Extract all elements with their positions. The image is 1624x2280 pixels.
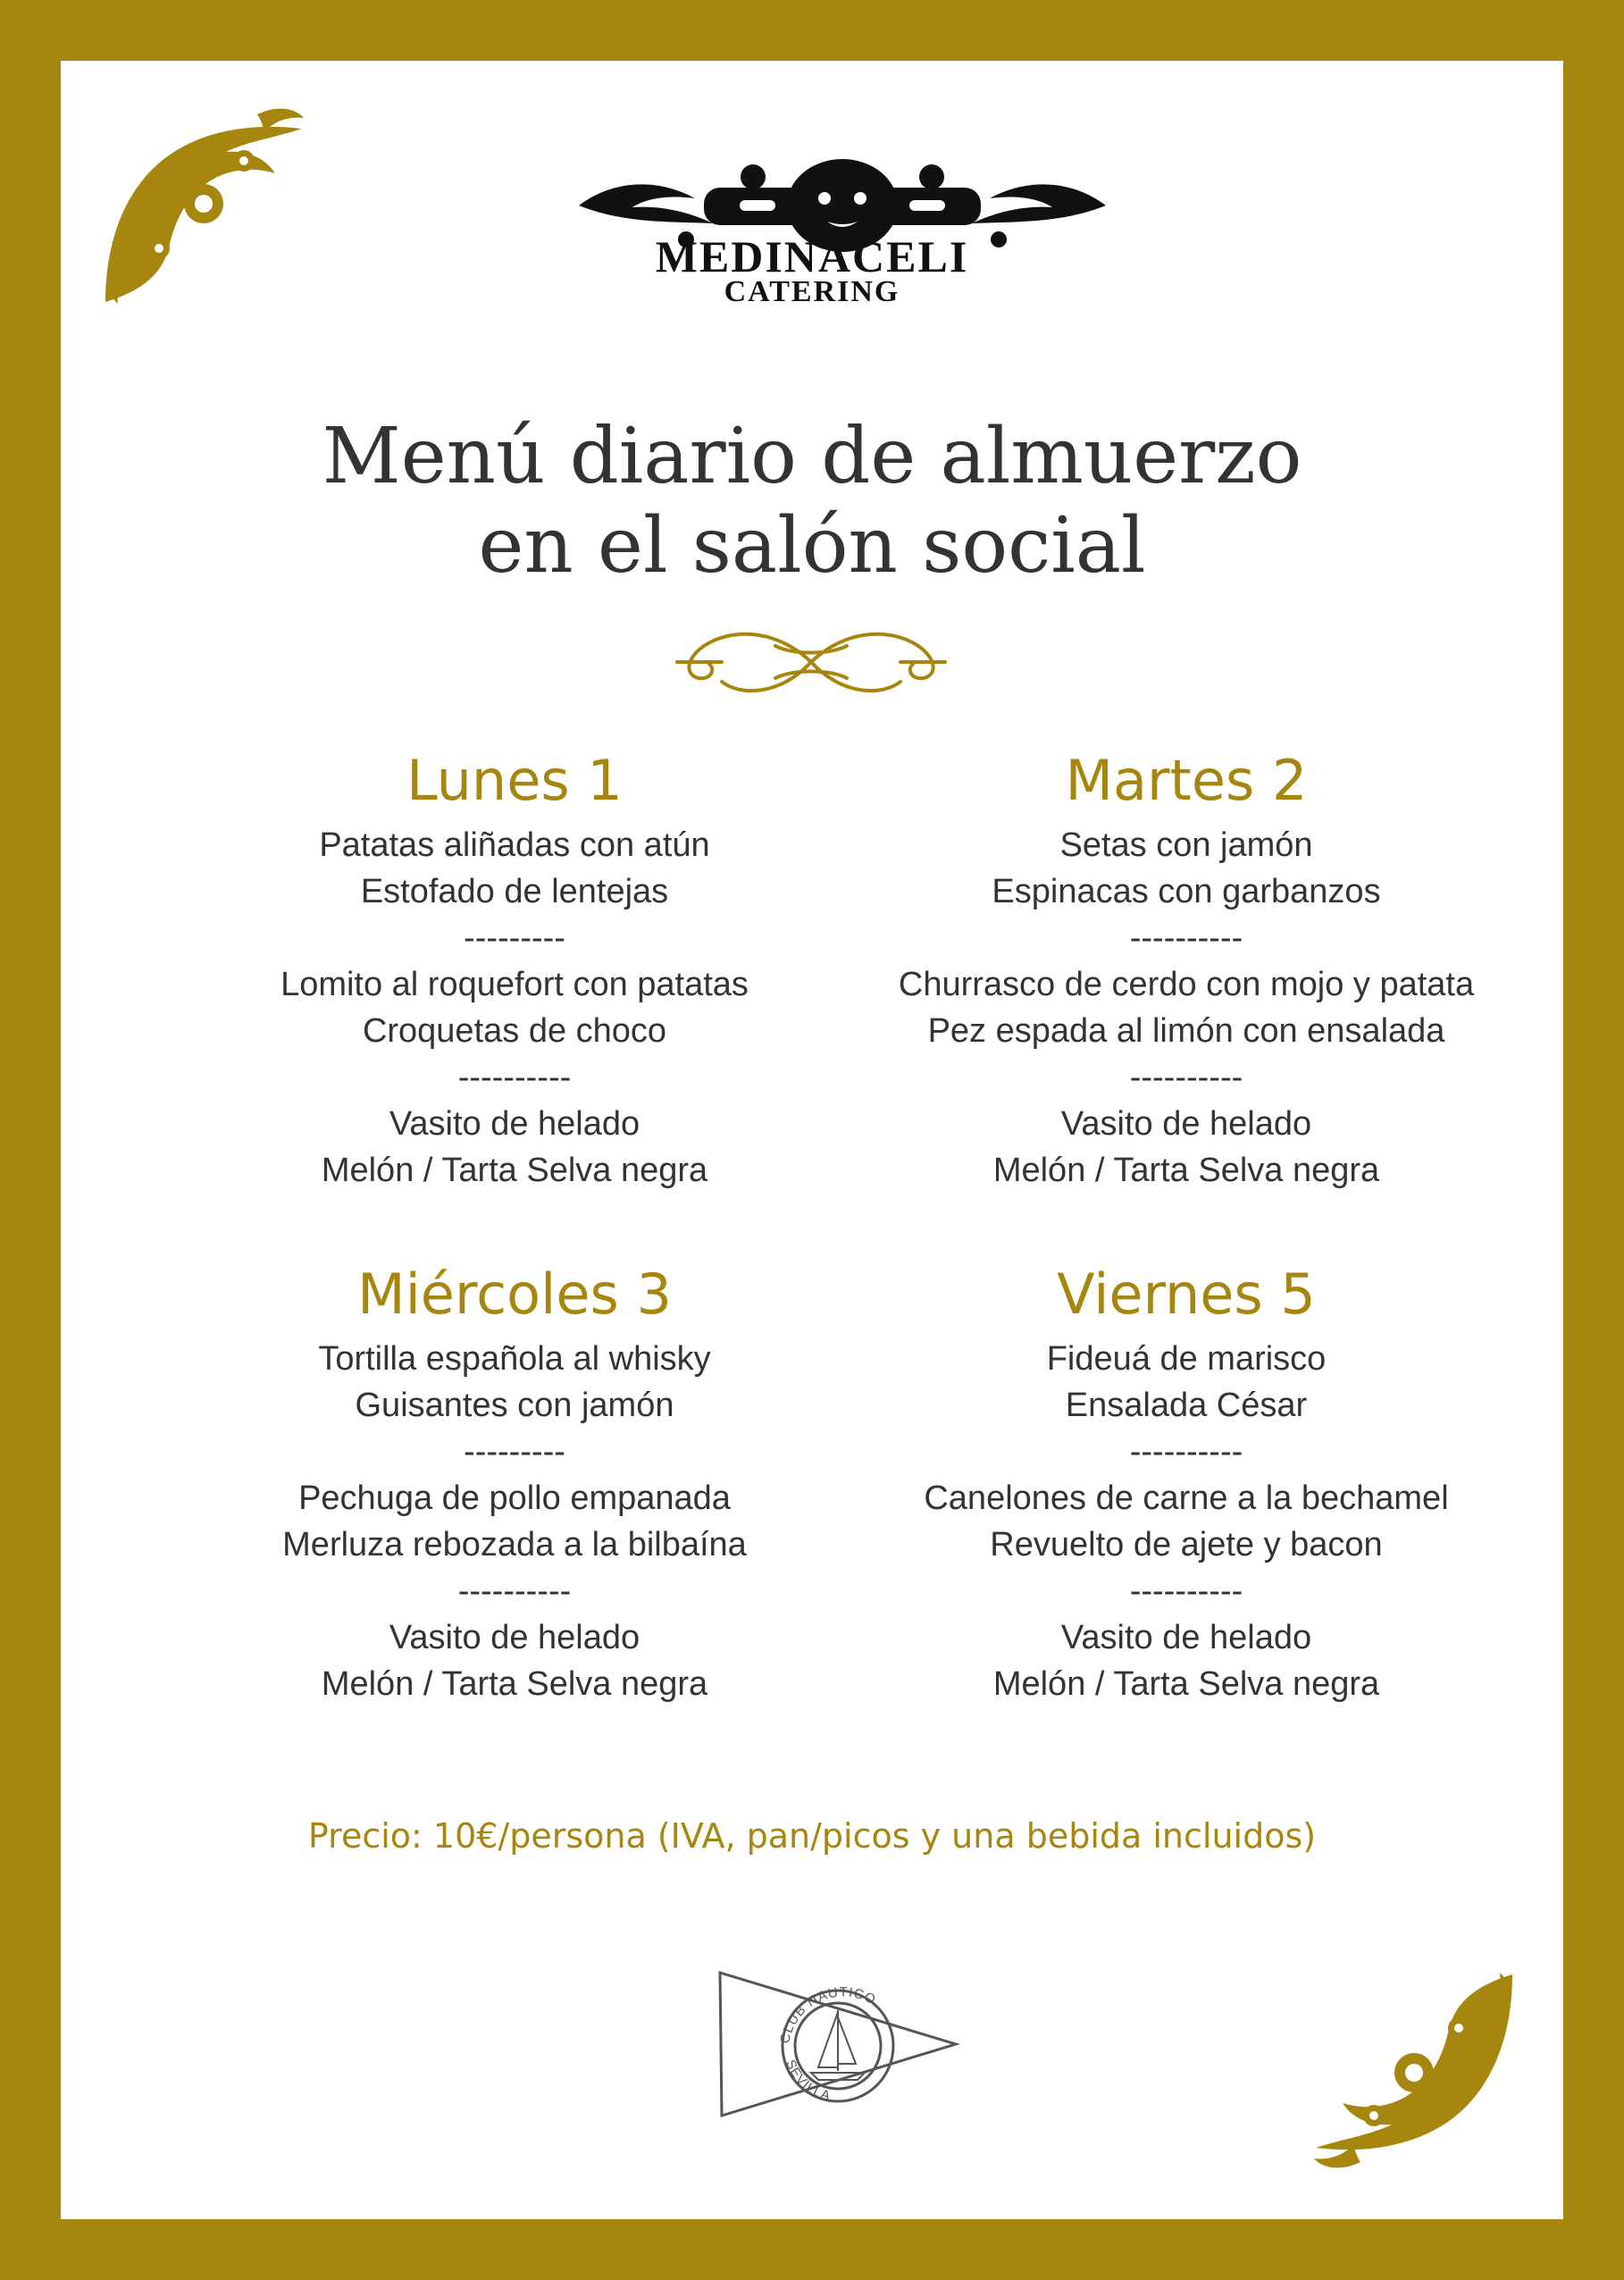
menu-title-line-2: en el salón social bbox=[478, 501, 1146, 591]
svg-text:SEVILLA bbox=[783, 2058, 833, 2104]
menu-line: Guisantes con jamón bbox=[355, 1387, 674, 1424]
menu-line: Vasito de helado bbox=[389, 1619, 640, 1656]
menu-line: Vasito de helado bbox=[389, 1105, 640, 1143]
menu-line: Ensalada César bbox=[1065, 1387, 1308, 1424]
day-heading: Viernes 5 bbox=[1057, 1262, 1316, 1327]
menu-line: Vasito de helado bbox=[1060, 1105, 1312, 1143]
day-menu-viernes bbox=[847, 1262, 1526, 1707]
menu-line: Canelones de carne a la bechamel bbox=[924, 1479, 1449, 1517]
menu-line: Tortilla española al whisky bbox=[318, 1340, 711, 1378]
day-menu-lunes bbox=[175, 749, 854, 1194]
menu-line: Pechuga de pollo empanada bbox=[298, 1479, 731, 1517]
menu-line: Lomito al roquefort con patatas bbox=[280, 966, 749, 1003]
menu-line: Melón / Tarta Selva negra bbox=[321, 1665, 708, 1703]
menu-separator: ---------- bbox=[1129, 919, 1243, 957]
menu-line: Churrasco de cerdo con mojo y patata bbox=[898, 966, 1475, 1003]
menu-line: Merluza rebozada a la bilbaína bbox=[282, 1526, 747, 1563]
menu-separator: ---------- bbox=[1129, 1059, 1243, 1096]
brand-subtitle: CATERING bbox=[724, 275, 900, 308]
club-nautico-pennant-logo bbox=[704, 1955, 972, 2133]
menu-line: Melón / Tarta Selva negra bbox=[992, 1665, 1380, 1703]
menu-separator: ---------- bbox=[457, 1059, 572, 1096]
day-heading: Lunes 1 bbox=[406, 748, 623, 813]
menu-line: Fideuá de marisco bbox=[1046, 1340, 1327, 1378]
menu-line: Melón / Tarta Selva negra bbox=[992, 1152, 1380, 1189]
price-note: Precio: 10€/persona (IVA, pan/picos y una bebida incluidos) bbox=[307, 1816, 1317, 1856]
menu-line: Setas con jamón bbox=[1059, 826, 1313, 864]
menu-line: Revuelto de ajete y bacon bbox=[990, 1526, 1383, 1563]
club-logo-bottom-text: SEVILLA bbox=[783, 2058, 833, 2104]
day-menu-miercoles bbox=[175, 1262, 854, 1707]
menu-line: Pez espada al limón con ensalada bbox=[927, 1012, 1445, 1050]
menu-separator: ---------- bbox=[1129, 1433, 1243, 1471]
day-heading: Miércoles 3 bbox=[357, 1262, 672, 1327]
title-flourish-ornament bbox=[668, 619, 954, 704]
menu-line: Vasito de helado bbox=[1060, 1619, 1312, 1656]
menu-separator: --------- bbox=[464, 919, 565, 957]
menu-title-line-1: Menú diario de almuerzo bbox=[322, 412, 1302, 501]
menu-separator: ---------- bbox=[1129, 1572, 1243, 1610]
corner-ornament-bottom-right bbox=[1307, 1966, 1521, 2180]
brand-name: MEDINACELI bbox=[655, 231, 969, 281]
menu-line: Patatas aliñadas con atún bbox=[319, 826, 710, 864]
menu-line: Croquetas de choco bbox=[362, 1012, 667, 1050]
menu-separator: ---------- bbox=[457, 1572, 572, 1610]
menu-separator: --------- bbox=[464, 1433, 565, 1471]
menu-card bbox=[61, 61, 1563, 2219]
club-logo-top-text: CLUB NAUTICO bbox=[777, 1984, 879, 2045]
day-heading: Martes 2 bbox=[1065, 748, 1308, 813]
menu-line: Espinacas con garbanzos bbox=[992, 873, 1381, 910]
menu-line: Estofado de lentejas bbox=[360, 873, 669, 910]
menu-line: Melón / Tarta Selva negra bbox=[321, 1152, 708, 1189]
day-menu-martes bbox=[847, 749, 1526, 1194]
